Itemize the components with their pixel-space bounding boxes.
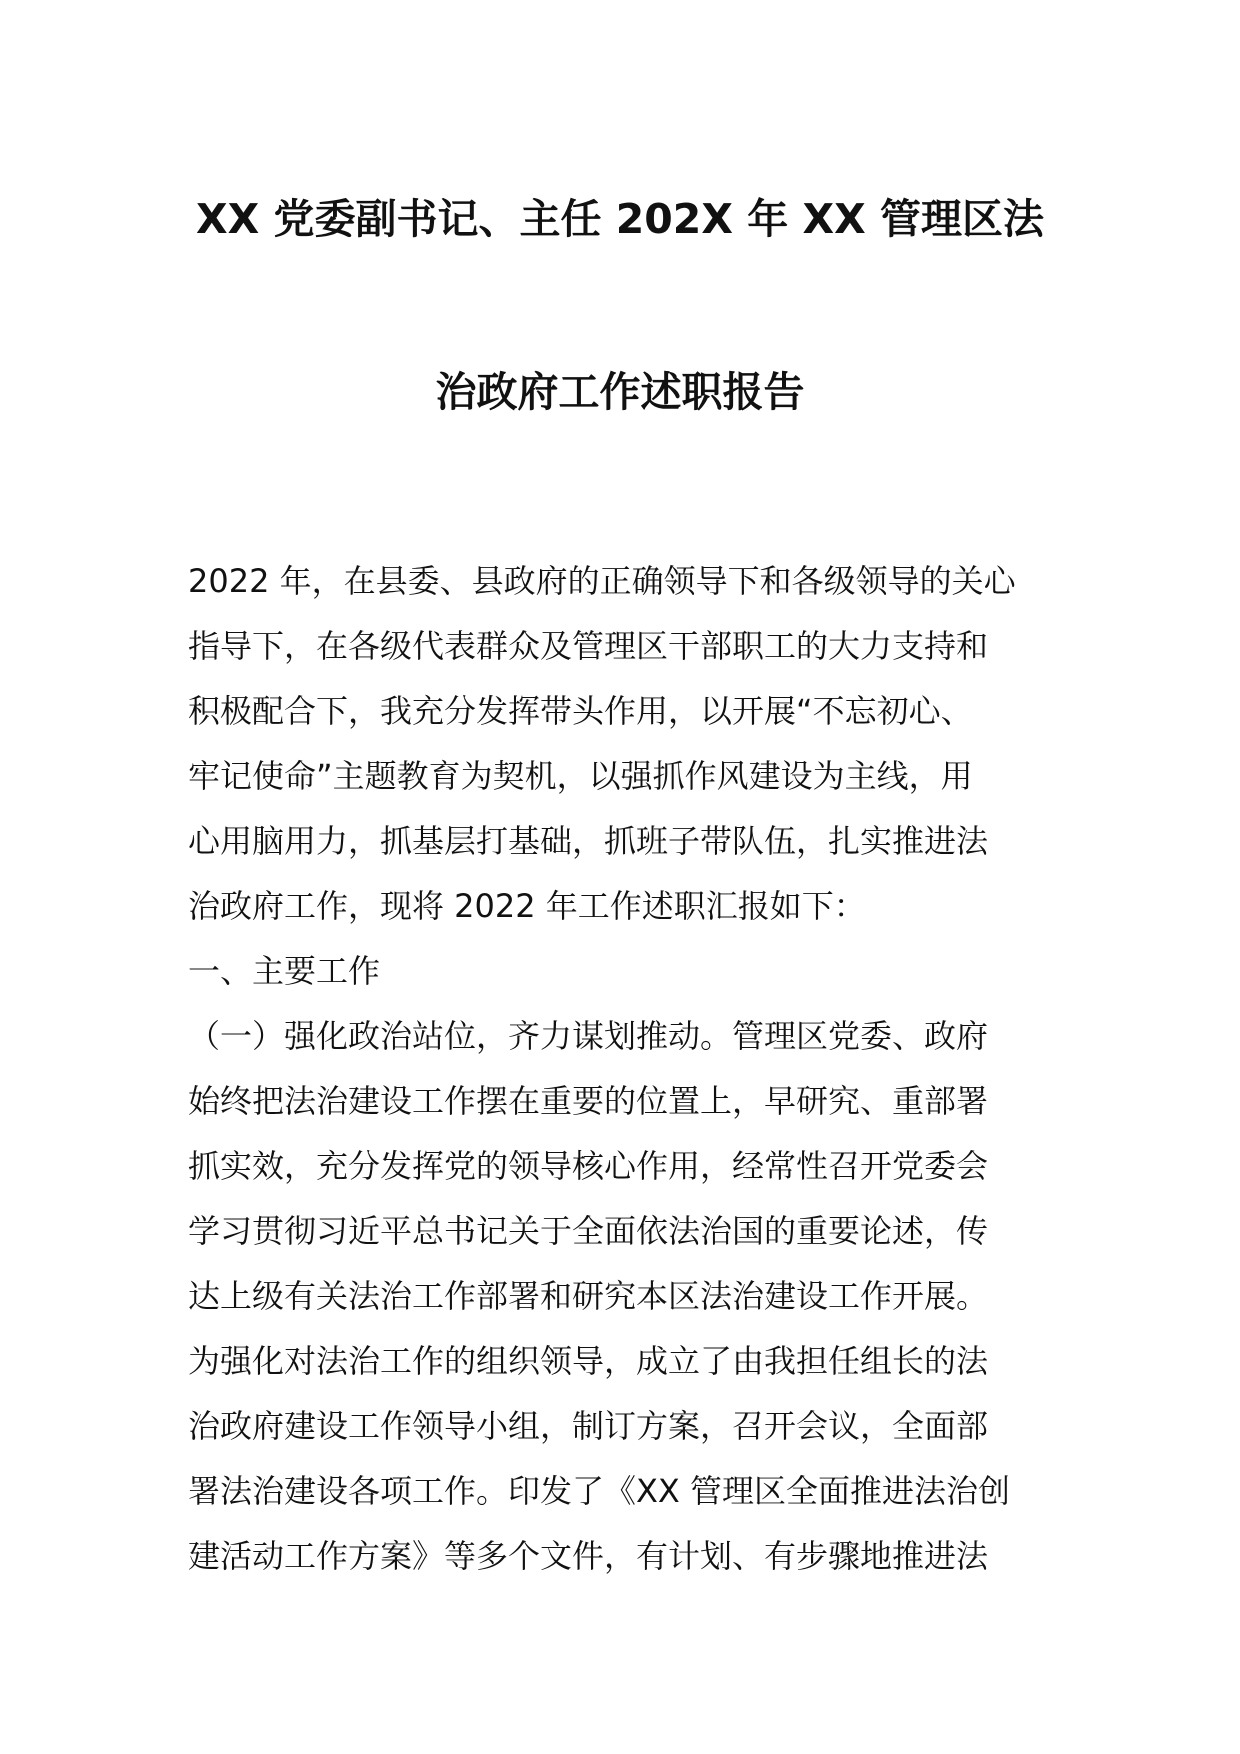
body-line: 达上级有关法治工作部署和研究本区法治建设工作开展。 (188, 1277, 989, 1315)
body-line: 为强化对法治工作的组织领导，成立了由我担任组长的法 (188, 1342, 989, 1380)
body-line: 积极配合下，我充分发挥带头作用，以开展“不忘初心、 (188, 692, 973, 730)
document-title (150, 195, 1090, 416)
body-line: 2022 年，在县委、县政府的正确领导下和各级领导的关心 (188, 562, 1016, 600)
title-line: 治政府工作述职报告 (435, 368, 805, 416)
body-line: 学习贯彻习近平总书记关于全面依法治国的重要论述，传 (188, 1212, 989, 1250)
section-heading: 一、主要工作 (188, 952, 381, 990)
body-line: 始终把法治建设工作摆在重要的位置上，早研究、重部署 (188, 1082, 989, 1120)
body-line: 署法治建设各项工作。印发了《XX 管理区全面推进法治创 (188, 1472, 1011, 1510)
document-body (188, 549, 1060, 1589)
body-line: 抓实效，充分发挥党的领导核心作用，经常性召开党委会 (188, 1147, 989, 1185)
body-line: （一）强化政治站位，齐力谋划推动。管理区党委、政府 (188, 1017, 989, 1055)
body-line: 牢记使命”主题教育为契机，以强抓作风建设为主线，用 (188, 757, 973, 795)
body-line: 心用脑用力，抓基层打基础，抓班子带队伍，扎实推进法 (188, 822, 989, 860)
body-line: 指导下，在各级代表群众及管理区干部职工的大力支持和 (188, 627, 989, 665)
body-line: 建活动工作方案》等多个文件，有计划、有步骤地推进法 (188, 1537, 989, 1575)
title-line: XX 党委副书记、主任 202X 年 XX 管理区法 (195, 195, 1044, 243)
body-line: 治政府工作，现将 2022 年工作述职汇报如下： (188, 887, 866, 925)
body-line: 治政府建设工作领导小组，制订方案，召开会议，全面部 (188, 1407, 989, 1445)
